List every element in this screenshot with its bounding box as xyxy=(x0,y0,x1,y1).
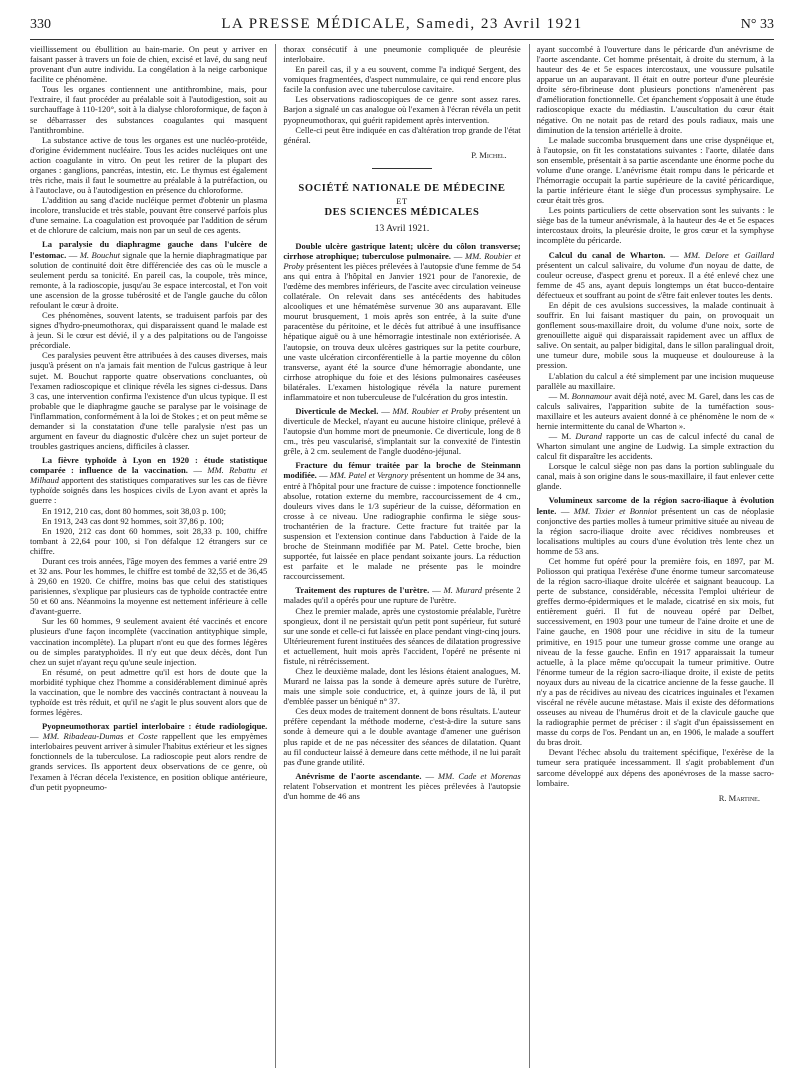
signature: P. Michel. xyxy=(471,149,507,160)
section-fracture-femur: Fracture du fémur traitée par la broche de Steinmann modifiée. — MM. Patel et Vergnory présentent un homme de 34 ans, entré à l'hôpital pour une fracture de cuisse : impotence fonctionnelle absolue, rotation externe du membre, raccourcissement de 4 cm., douleurs vives dans le 1/3 supérieur de la cuisse, déformation en crosse à ce niveau. Une radiographie confirma le siège sous-trochantérien de la fracture. Cette fracture fut traitée par la suspension et l'extension continue dans l'abduction à l'aide de la broche de Steinmann modifiée par M. Patel. Cette broche, bien supportée, fut laissée en place pendant soixante jours. La réduction est parfaite et le malade ne présente pas le moindre raccourcissement. xyxy=(283,460,521,582)
society-name-line3: DES SCIENCES MÉDICALES xyxy=(324,207,480,219)
section-text: avait déjà noté, avec M. Garel, dans les cas de calculs salivaires, l'apparition subite de la tuméfaction sous-maxillaire et les auteurs avaient donné à ce phénomène le nom de « hernie intermittente du canal de Wharton ». xyxy=(536,390,774,431)
section-author: MM. Roubier et Proby xyxy=(392,406,472,417)
section-author: Bonnamour xyxy=(571,390,613,401)
society-name-line2: ET xyxy=(396,196,408,207)
journal-title: LA PRESSE MÉDICALE, Samedi, 23 Avril 1921 xyxy=(221,16,583,32)
paragraph: Les observations radioscopiques de ce genre sont assez rares. Barjon a signalé un cas analogue où l'examen à l'écran révéla un petit pyopneumothorax, qui guérit rapidement après intervention. xyxy=(283,94,521,125)
section-anevrisme: Anévrisme de l'aorte ascendante. — MM. Cade et Morenas relatent l'observation et montrent les pièces prélevées à l'autopsie d'un homme de 46 ans xyxy=(283,770,521,801)
section-fievre-typhoide: La fièvre typhoïde à Lyon en 1920 : étude statistique comparée : influence de la vaccination. — MM. Rebattu et Milhaud apportent des statistiques comparatives sur les cas de fièvre typhoïde soignés dans les hospices civils de Lyon avant et après la guerre : xyxy=(30,455,268,506)
paragraph: En dépit de ces avulsions successives, la malade continuait à souffrir. En lui faisant mastiquer du pain, on provoquait un gonflement sous-maxillaire droit, du volume d'une noix, sorte de grenouillette aiguë qui disparaissait rapidement avec un afflux de salive. On sentait, au palper bidigital, dans le sillon paralingual droit, une tumeur dure, mobile sous la muqueuse et douloureuse à la pression. xyxy=(536,299,774,371)
paragraph: Les points particuliers de cette observation sont les suivants : le siège bas de la tumeur anévrismale, à la hauteur des 4e et 5e espaces intercostaux droits, la pleurésie droite, le gros cœur et la symphyse incomplète du péricarde. xyxy=(536,205,774,246)
paragraph: Ces paralysies peuvent être attribuées à des causes diverses, mais jusqu'à présent on n'a jamais fait mention de l'ulcus gastrique à leur sujet. M. Bouchut rapporte quatre observations concluantes, où l'examen radioscopique et clinique révéla les signes ci-dessus. Dans 3 cas, une intervention confirma l'existence d'un ulcus typique. Il est probable que le diaphragme gauche se paralyse par le voisinage de l'inflammation, conformément à la loi de Stokes ; et on peut même se demander si la constatation d'une telle paralysie n'est pas un argument en faveur du diagnostic d'ulcère chez un sujet porteur de troubles gastriques anciens, difficiles à classer. xyxy=(30,350,268,452)
section-text: présentent les pièces prélevées à l'autopsie d'une femme de 54 ans qui entra à l'hôpital en Janvier 1921 pour de l'anorexie, de l'œdème des membres inférieurs, de l'ascite avec circulation veineuse collatérale. On relevait dans ses antécédents des habitudes alcooliques et une hématémèse survenue 30 ans auparavant. Elle mourut brusquement, 1 mois après son entrée, à la suite d'une paracentèse du péritoine, et le décès fut attribué à une insuffisance hépatique aiguë ou à une hémorragie intestinale non extériorisée. A l'autopsie, on trouva deux ulcères gastriques sur la petite courbure, une vaste ulcération circonférentielle à la partie moyenne du côlon transverse, ayant été la source d'une hémorragie abondante, une cirrhose atrophique du foie et des lésions pulmonaires caséeuses bilatérales. L'examen histologique révéla la nature purement inflammatoire et non tuberculeuse de l'ulcération du gros intestin. xyxy=(283,260,521,402)
section-title: La paralysie du diaphragme gauche dans l'ulcère de l'estomac. xyxy=(30,239,268,260)
section-title: Calcul du canal de Wharton. xyxy=(548,249,666,260)
paragraph: Durant ces trois années, l'âge moyen des femmes a varié entre 29 et 32 ans. Pour les hommes, le chiffre est tombé de 32,55 et de 36,45 à 29,60 en 1920. Ce chiffre, moins bas que celui des statistiques parisiennes, s'explique par plusieurs cas de typhoïde contractée entre 50 et 60 ans. Néanmoins la moyenne est nettement inférieure à celle d'avant-guerre. xyxy=(30,555,268,617)
column-1 xyxy=(30,44,267,1068)
dash-prefix: — M. xyxy=(548,390,572,401)
stat-line: En 1913, 243 cas dont 92 hommes, soit 37,86 p. 100; xyxy=(42,515,224,526)
society-name-line1: SOCIÉTÉ NATIONALE DE MÉDECINE xyxy=(298,182,506,194)
society-heading xyxy=(283,183,520,220)
paragraph: Chez le premier malade, après une cystostomie préalable, l'urètre spongieux, dont il ne persistait qu'un petit pont supérieur, fut suturé sur une sonde et celle-ci fut laissée en place pendant vingt-cinq jours. Ultérieurement furent instituées des séances de dilatation progressive et actuellement, huit mois après l'accident, l'opéré ne présente ni fistule, ni rétrécissement. xyxy=(283,605,521,666)
paragraph: thorax consécutif à une pneumonie compliquée de pleurésie interlobaire. xyxy=(283,44,521,65)
paragraph: Lorsque le calcul siège non pas dans la portion sublinguale du canal, mais à son origine dans le sous-maxillaire, il faut enlever cette glande. xyxy=(536,461,774,492)
paragraph: Chez le deuxième malade, dont les lésions étaient analogues, M. Murard ne laissa pas la sonde à demeure après suture de l'urètre, mais une simple soie conductrice, et, à quinze jours de là, il put d'emblée passer un béniqué n° 37. xyxy=(283,665,521,707)
section-author: M. Murard xyxy=(443,585,483,596)
section-calcul-wharton: Calcul du canal de Wharton. — MM. Delore et Gaillard présentent un calcul salivaire, du volume d'un noyau de datte, de couleur ocreuse, d'aspect grenu et poreux. Il a été enlevé chez une femme de 45 ans, ayant depuis longtemps un état bucco-dentaire défectueux et souffrant au point de s'être fait enlever toutes les dents. xyxy=(536,249,774,300)
page-header xyxy=(30,16,774,40)
paragraph: La substance active de tous les organes est une nucléo-protéide, d'origine évidemment nucléaire. Tous les acides nucléiques ont une action coagulante in vitro. On peut les retirer de la plupart des organes : ganglions, pancréas, intestin, etc. Le thymus est également très riche, mais il faut le soumettre au préalable à la putréfaction, ou à l'autoclave, ou à l'autodigestion en présence du chloroforme. xyxy=(30,134,268,196)
section-title: Anévrisme de l'aorte ascendante. xyxy=(295,770,422,781)
stat-line: En 1912, 210 cas, dont 80 hommes, soit 38,03 p. 100; xyxy=(42,505,226,516)
section-author: MM. Tixier et Bonniot xyxy=(573,505,657,516)
section-text: présentent un homme de 34 ans, entré à l'hôpital pour une fracture de cuisse : impotence fonctionnelle absolue, rotation externe du membre, raccourcissement de 4 cm., douleurs vives dans le 1/3 supérieur de la cuisse, déformation en crosse à ce niveau. Une radiographie confirma le siège sous-trochantérien de la fracture. Cette fracture fut traitée par la suspension et l'extension continue dans l'abduction à l'aide de la broche de Steinmann modifiée par M. Patel. Cette broche, bien supportée, fut laissée en place pendant soixante jours. La réduction est parfaite et le malade ne présente pas le moindre raccourcissement. xyxy=(283,470,521,582)
section-text: relatent l'observation et montrent les pièces prélevées à l'autopsie d'un homme de 46 ans xyxy=(283,780,521,801)
paragraph xyxy=(537,431,774,461)
section-text: présentent un cas de néoplasie conjonctive des parties molles à tumeur primitive située au niveau de la région sacro-iliaque droite avec récidives nombreuses et localisations multiples au cours d'une évolution très lente chez un homme de 53 ans. xyxy=(536,505,774,556)
section-author: MM. Delore et Gaillard xyxy=(683,249,774,260)
section-text: rappellent que les empyèmes interlobaires peuvent arriver à simuler l'habitus extérieur et les signes fonctionnels de la tuberculose. La radioscopie peut alors rendre de grands services. Ils apportent deux observations de ce genre, où l'examen à l'écran décela l'existence, en position oblique antérieure, d'un petit pyopneumo- xyxy=(30,731,268,792)
column-3 xyxy=(529,44,774,1068)
paragraph: Ces deux modes de traitement donnent de bons résultats. L'auteur préfère cependant la méthode moderne, c'est-à-dire la suture sans sonde à demeure qui a le double avantage d'amener une guérison plus rapide et de ne pas nécessiter des séances de dilatation. Quant au fil conducteur laissé à demeure dans cette méthode, il ne lui paraît pas d'une grande utilité. xyxy=(283,706,521,767)
section-author: MM. Rebattu et Milhaud xyxy=(30,465,268,486)
section-title: La fièvre typhoïde à Lyon en 1920 : étude statistique comparée : influence de la vaccination. xyxy=(30,455,268,476)
issue-number: N° 33 xyxy=(740,17,774,32)
section-title: Double ulcère gastrique latent; ulcère du côlon transverse; cirrhose atrophique; tuberculose pulmonaire. xyxy=(283,240,521,261)
section-author: M. Bouchut xyxy=(79,249,121,260)
section-sarcome: Volumineux sarcome de la région sacro-iliaque à évolution lente. — MM. Tixier et Bonniot présentent un cas de néoplasie conjonctive des parties molles à tumeur primitive située au niveau de la région sacro-iliaque droite avec récidives nombreuses et localisations multiples au cours d'une évolution très lente chez un homme de 53 ans. xyxy=(536,495,774,556)
section-title: Diverticule de Meckel. xyxy=(295,406,379,417)
section-paralysie: La paralysie du diaphragme gauche dans l'ulcère de l'estomac. — M. Bouchut signale que la hernie diaphragmatique par solution de continuité doit être différenciée des cas où le muscle a seulement perdu sa tonicité. En pareil cas, la coupole, très mince, remonte, à la radioscopie, jusqu'au 3e espace intercostal, et l'on voit une ascension de la grosse tubérosité et de l'angle gauche du côlon refoulant le cœur à droite. xyxy=(30,239,268,310)
paragraph xyxy=(537,391,774,431)
section-author: MM. Roubier et Proby xyxy=(283,250,521,271)
section-author: MM. Ribadeau-Dumas et Coste xyxy=(42,731,158,742)
section-author: Durand xyxy=(575,430,602,441)
dash-prefix: — M. xyxy=(548,430,576,441)
section-text: rapporte un cas de calcul infecté du canal de Wharton simulant une angine de Ludwig. La simple extraction du calcul fit disparaître les accidents. xyxy=(536,430,774,462)
paragraph: vieillissement ou ébullition au bain-marie. On peut y arriver en faisant passer à travers un foie de chien, excisé et lavé, du sang neuf provenant d'un autre individu. La congélation à la neige carbonique facilite ce phénomène. xyxy=(30,44,268,85)
paragraph: Celle-ci peut être indiquée en cas d'altération trop grande de l'état général. xyxy=(283,124,521,145)
section-ulcere-gastrique: Double ulcère gastrique latent; ulcère du côlon transverse; cirrhose atrophique; tuberculose pulmonaire. — MM. Roubier et Proby présentent les pièces prélevées à l'autopsie d'une femme de 54 ans qui entra à l'hôpital en Janvier 1921 pour de l'anorexie, de l'œdème des membres inférieurs, de l'ascite avec circulation veineuse collatérale. On relevait dans ses antécédents des habitudes alcooliques et une hématémèse survenue 30 ans auparavant. Elle mourut brusquement, 1 mois après son entrée, à la suite d'une paracentèse du péritoine, et le décès fut attribué à une insuffisance hépatique aiguë ou à une hémorragie intestinale non extériorisée. A l'autopsie, on trouva deux ulcères gastriques sur la petite courbure, une vaste ulcération circonférentielle à la partie moyenne du côlon transverse, ayant été la source d'une hémorragie abondante, une cirrhose atrophique du foie et des lésions pulmonaires caséeuses bilatérales. L'examen histologique révéla la nature purement inflammatoire et non tuberculeuse de l'ulcération du gros intestin. xyxy=(283,240,521,402)
paragraph: Devant l'échec absolu du traitement spécifique, l'exérèse de la tumeur sera pratiquée incessamment. Il s'agit probablement d'un sarcome développé aux dépens des aponévroses de la masse sacro-lombaire. xyxy=(536,747,774,788)
paragraph: En résumé, on peut admettre qu'il est hors de doute que la morbidité typhique chez l'homme a considérablement diminué après la vaccination, que le nombre des vaccinés contractant à nouveau la typhoïde est très réduit, et qu'il ne s'agit le plus souvent alors que de formes légères. xyxy=(30,666,268,718)
paragraph: L'addition au sang d'acide nucléique permet d'obtenir un plasma incolore, translucide et très stable, pouvant être conservé parfois plus d'une semaine. La coagulation est provoquée par l'addition de sérum et de chlorure de calcium, mais non par un seul de ces agents. xyxy=(30,195,268,236)
columns xyxy=(30,44,774,1068)
section-text: apportent des statistiques comparatives sur les cas de fièvre typhoïde soignés dans les hospices civils de Lyon avant et après la guerre : xyxy=(30,475,268,506)
section-author: MM. Cade et Morenas xyxy=(438,770,521,781)
paragraph: Cet homme fut opéré pour la première fois, en 1897, par M. Poliosson qui pratiqua l'exérèse d'une énorme tumeur sarcomateuse de la région sacro-iliaque droite ulcérée et saignant beaucoup. La perte de substance, considérable, nécessita l'emploi ultérieur de greffes dermo-épidermiques et le malade, cicatrisé en six mois, fut entièrement guéri. Il fut de nouveau opéré par Delbet, successivement, en 1903 pour une tumeur de l'aine droite et une de l'aine gauche, en 1908 pour une récidive in situ de la tumeur primitive, en 1915 pour une tumeur grosse comme une orange au niveau de la fesse gauche. Enfin en 1917 apparaissait la tumeur actuelle, à la place même qu'occupait la tumeur primitive. Outre l'énorme tumeur de la région sacro-iliaque droite, il existe de petits noyaux durs au niveau de la cicatrice ancienne de la fesse gauche. Il n'y a pas de récidives au niveau des cicatrices inguinales et l'examen viscéral ne révèle aucune métastase. Mais il existe des déformations osseuses au niveau de l'humérus droit et de la clavicule gauche que la radiographie permet de préciser : il s'agit d'un épaississement en masse du corps de l'os. Pendant un an, en 1906, le malade a souffert du bras droit. xyxy=(536,555,774,748)
session-date: 13 Avril 1921. xyxy=(374,223,430,234)
section-text: signale que la hernie diaphragmatique par solution de continuité doit être différenciée des cas où le muscle a seulement perdu sa tonicité. En pareil cas, la coupole, très mince, remonte, à la radioscopie, jusqu'au 3e espace intercostal, et l'on voit une ascension de la grosse tubérosité et de l'angle gauche du côlon refoulant le cœur à droite. xyxy=(30,249,268,310)
section-author: MM. Patel et Vergnory xyxy=(329,470,408,481)
divider xyxy=(372,168,432,169)
page-number: 330 xyxy=(30,17,51,32)
section-title: Volumineux sarcome de la région sacro-iliaque à évolution lente. xyxy=(536,495,774,516)
paragraph: Ces phénomènes, souvent latents, se traduisent parfois par des signes d'hydro-pneumothorax, qui disparaissent quand le malade est à jeun. Si le cœur est dévié, il y a des palpitations ou de l'angoisse précordiale. xyxy=(30,310,268,351)
column-2 xyxy=(275,44,520,1068)
signature: R. Martine. xyxy=(718,792,760,803)
section-ruptures-uretre: Traitement des ruptures de l'urètre. — M. Murard présente 2 malades qu'il a opérés pour une rupture de l'urètre. xyxy=(283,585,521,606)
paragraph: En pareil cas, il y a eu souvent, comme l'a indiqué Sergent, des vomiques fragmentées, d'aspect nummulaire, ce qui rend encore plus facile la confusion avec une tuberculose cavitaire. xyxy=(283,64,521,95)
section-title: Traitement des ruptures de l'urètre. xyxy=(295,585,430,596)
paragraph: Sur les 60 hommes, 9 seulement avaient été vaccinés et encore plusieurs d'une façon incomplète (vaccination antityphique simple, vaccination incomplète). La plupart n'ont eu que des formes légères ou de simples paratyphoïdes. Il n'y eut que deux décès, dont l'un chez un sujet n'ayant reçu qu'une seule injection. xyxy=(30,616,268,667)
paragraph: Tous les organes contiennent une antithrombine, mais, pour l'extraire, il faut procéder au préalable soit à l'autodigestion, soit au surchauffage à 110-120°, soit à la dialyse chloroformique, de façon à se débarrasser des substances coagulantes qui masquent l'antithrombine. xyxy=(30,84,268,135)
section-title: Fracture du fémur traitée par la broche de Steinmann modifiée. xyxy=(283,460,521,481)
section-title: Pyopneumothorax partiel interlobaire : étude radiologique. xyxy=(42,721,268,732)
section-diverticule: Diverticule de Meckel. — MM. Roubier et Proby présentent un diverticule de Meckel, n'ayant eu aucune histoire clinique, prélevé à l'autopsie d'un homme mort de pneumonie. Ce diverticule, long de 8 cm., très peu vascularisé, s'implantait sur la convexité de l'intestin grêle, à 2 cm. seulement de l'angle duodéno-jéjunal. xyxy=(283,406,521,457)
paragraph: Le malade succomba brusquement dans une crise dyspnéique et, à l'autopsie, on fit les constatations suivantes : l'aorte, dilatée dans son ensemble, présentait à sa partie ascendante une énorme poche du volume d'une orange. L'anévrisme était rompu dans le péricarde et l'hémorragie occupait la partie supérieure de la cavité péricardique, la partie inférieure étant le siège d'un processus symphysaire. Le cœur était très gros. xyxy=(536,134,774,206)
section-text: présentent un calcul salivaire, du volume d'un noyau de datte, de couleur ocreuse, d'aspect grenu et poreux. Il a été enlevé chez une femme de 45 ans, ayant depuis longtemps un état bucco-dentaire défectueux et souffrant au point de s'être fait enlever toutes les dents. xyxy=(536,259,774,300)
paragraph: L'ablation du calcul a été simplement par une incision muqueuse parallèle au maxillaire. xyxy=(536,370,774,391)
section-text: présentent un diverticule de Meckel, n'ayant eu aucune histoire clinique, prélevé à l'autopsie d'un homme mort de pneumonie. Ce diverticule, long de 8 cm., très peu vascularisé, s'implantait sur la convexité de l'intestin grêle, à 2 cm. seulement de l'angle duodéno-jéjunal. xyxy=(283,406,521,457)
stat-line: En 1920, 212 cas dont 60 hommes, soit 28,33 p. 100, chiffre tombant à 22,64 pour 100, si l'on défalque 12 étrangers sur ce chiffre. xyxy=(30,525,268,556)
section-pyopneumothorax: Pyopneumothorax partiel interlobaire : étude radiologique. — MM. Ribadeau-Dumas et Coste rappellent que les empyèmes interlobaires peuvent arriver à simuler l'habitus extérieur et les signes fonctionnels de la tuberculose. La radioscopie peut alors rendre de grands services. Ils apportent deux observations de ce genre, où l'examen à l'écran décela l'existence, en position oblique antérieure, d'un petit pyopneumo- xyxy=(30,721,268,792)
paragraph: ayant succombé à l'ouverture dans le péricarde d'un anévrisme de l'aorte ascendante. Cet homme présentait, à droite du sternum, à la hauteur des 4e et 5e espaces intercostaux, une voussure pulsatile apparue un an auparavant. Il était en outre porteur d'une pleurésie droite séro-fibrineuse dont plusieurs ponctions n'amenèrent pas d'amélioration fonctionnelle. Cet épanchement s'opposait à une étude radioscopique exacte du médiastin. L'auscultation du cœur était négative. On ne notait pas de retard des pouls radiaux, mais une diminution de la tension artérielle à droite. xyxy=(536,44,774,135)
section-text: présente 2 malades qu'il a opérés pour une rupture de l'urètre. xyxy=(283,585,521,606)
